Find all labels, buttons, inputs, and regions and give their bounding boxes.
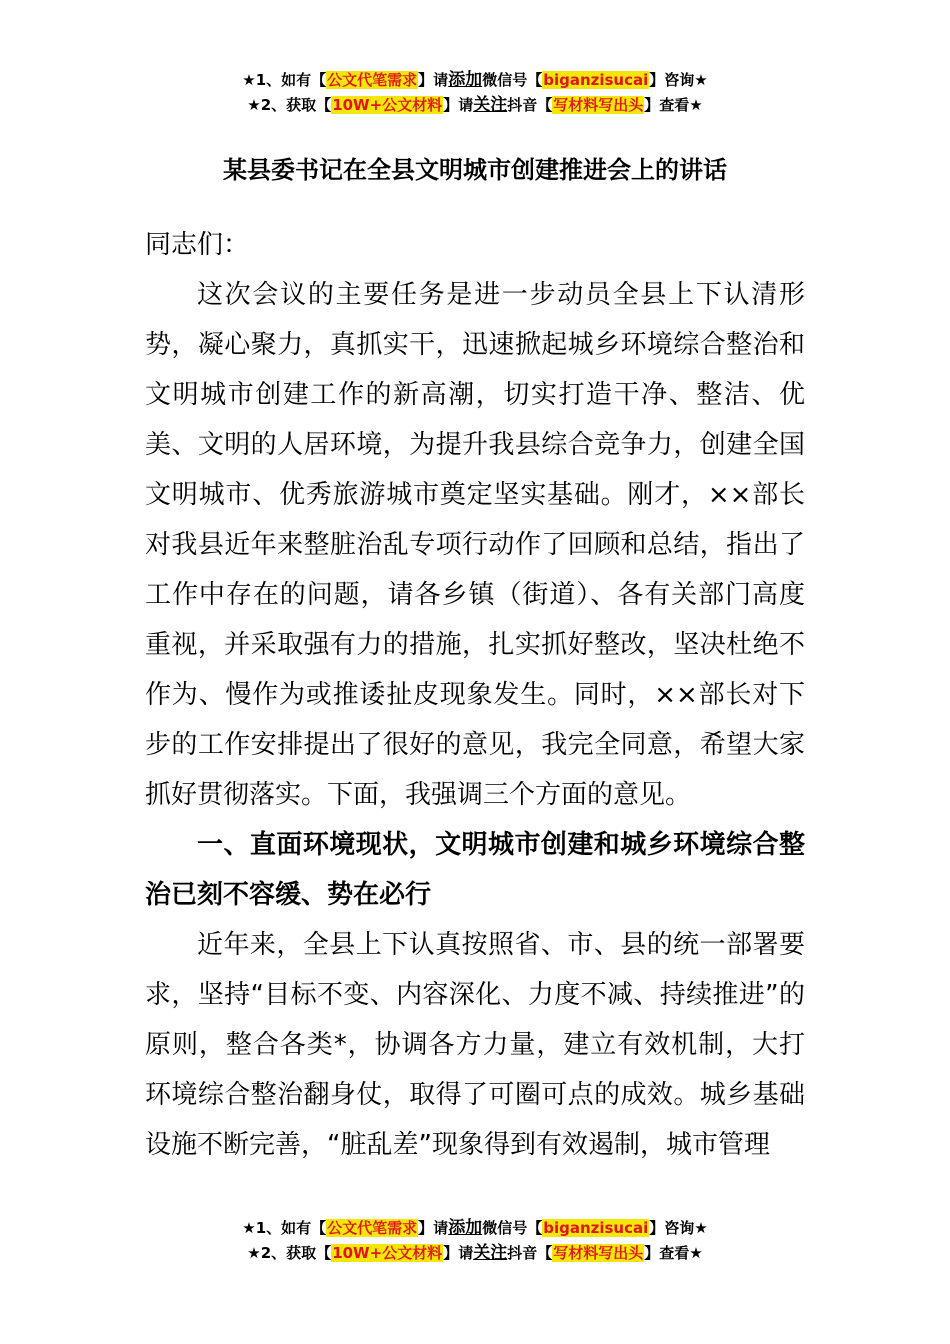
salutation: 同志们： (145, 230, 250, 260)
banner-highlight: 公文代笔需求 (327, 71, 418, 89)
banner-line-2 (0, 93, 950, 118)
banner-highlight: 公文代笔需求 (327, 1219, 418, 1237)
banner-text: 微信号【 (482, 71, 543, 89)
banner-line-1 (0, 1216, 950, 1241)
section-heading: 一、直面环境现状，文明城市创建和城乡环境综合整治已刻不容缓、势在必行 (145, 830, 805, 910)
header-banner (0, 68, 950, 118)
banner-text: 】咨询★ (649, 1219, 708, 1237)
banner-text: 】请 (418, 71, 449, 89)
banner-highlight: 10W+公文材料 (332, 1244, 443, 1262)
banner-underlined: 关注 (473, 95, 508, 115)
document-title: 某县委书记在全县文明城市创建推进会上的讲话 (223, 156, 727, 184)
banner-underlined: 添加 (448, 1218, 483, 1238)
banner-text: ★2、获取【 (247, 1244, 332, 1262)
banner-text: 】查看★ (644, 1244, 703, 1262)
banner-highlight: biganzisucai (543, 71, 649, 89)
banner-highlight: 写材料写出头 (553, 96, 644, 114)
banner-text: 】请 (443, 1244, 474, 1262)
banner-highlight: biganzisucai (543, 1219, 649, 1237)
banner-text: ★1、如有【 (242, 1219, 327, 1237)
banner-text: 】查看★ (644, 96, 703, 114)
banner-highlight: 写材料写出头 (553, 1244, 644, 1262)
banner-underlined: 关注 (473, 1243, 508, 1263)
banner-text: ★2、获取【 (247, 96, 332, 114)
banner-highlight: 10W+公文材料 (332, 96, 443, 114)
banner-text: 】请 (418, 1219, 449, 1237)
banner-text: 】请 (443, 96, 474, 114)
banner-underlined: 添加 (448, 70, 483, 90)
banner-text: 抖音【 (507, 1244, 553, 1262)
banner-line-1 (0, 68, 950, 93)
footer-banner (0, 1216, 950, 1266)
banner-text: 】咨询★ (649, 71, 708, 89)
banner-line-2 (0, 1241, 950, 1266)
paragraph: 这次会议的主要任务是进一步动员全县上下认清形势，凝心聚力，真抓实干，迅速掀起城乡环境综合整治和文明城市创建工作的新高潮，切实打造干净、整洁、优美、文明的人居环境，为提升我县综合竞争力，创建全国文明城市、优秀旅游城市奠定坚实基础。刚才，××部长对我县近年来整脏治乱专项行动作了回顾和总结，指出了工作中存在的问题，请各乡镇（街道）、各有关部门高度重视，并采取强有力的措施，扎实抓好整改，坚决杜绝不作为、慢作为或推诿扯皮现象发生。同时，××部长对下步的工作安排提出了很好的意见，我完全同意，希望大家抓好贯彻落实。下面，我强调三个方面的意见。 (145, 280, 805, 810)
banner-text: ★1、如有【 (242, 71, 327, 89)
banner-text: 微信号【 (482, 1219, 543, 1237)
paragraph: 近年来，全县上下认真按照省、市、县的统一部署要求，坚持“目标不变、内容深化、力度不减、持续推进”的原则，整合各类*，协调各方力量，建立有效机制，大打环境综合整治翻身仗，取得了可圈可点的成效。城乡基础设施不断完善，“脏乱差”现象得到有效遏制，城市管理 (145, 930, 805, 1160)
banner-text: 抖音【 (507, 96, 553, 114)
document-body (145, 220, 805, 1170)
